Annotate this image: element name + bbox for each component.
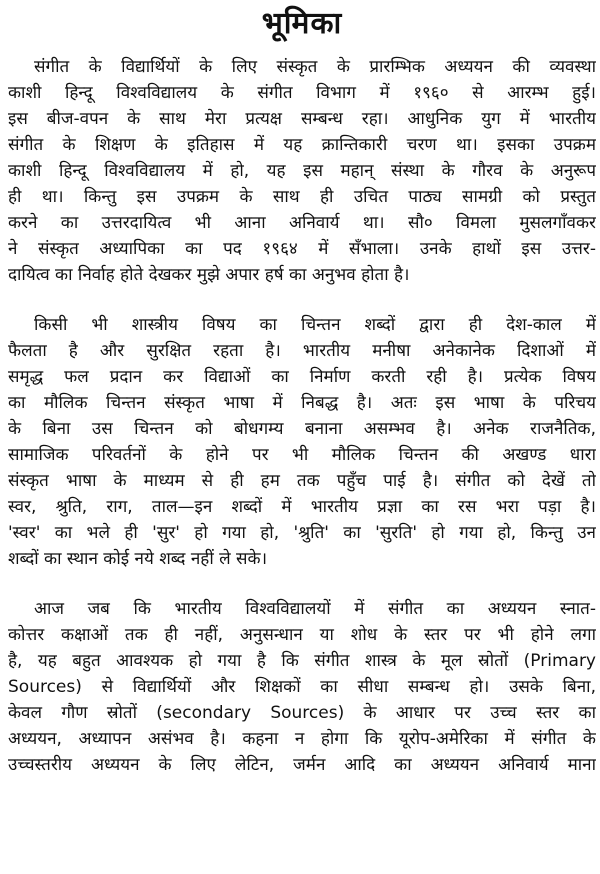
- paragraph-line: दायित्व का निर्वाह होते देखकर मुझे अपार हर्ष का अनुभव होता है।: [8, 265, 410, 285]
- paragraph-line: का मौलिक चिन्तन संस्कृत भाषा में निबद्ध है। अतः इस भाषा के परिचय: [8, 393, 596, 413]
- paragraph-line: है, यह बहुत आवश्यक हो गया है कि संगीत शास्त्र के मूल स्रोतों (Primary: [8, 651, 596, 671]
- paragraph-line: शब्दों का स्थान कोई नये शब्द नहीं ले सके।: [8, 549, 268, 569]
- paragraph-line: स्वर, श्रुति, राग, ताल—इन शब्दों में भारतीय प्रज्ञा का रस भरा पड़ा है।: [8, 497, 596, 517]
- paragraph-line: संगीत के शिक्षण के इतिहास में यह क्रान्तिकारी चरण था। इसका उपक्रम: [8, 135, 596, 155]
- paragraph-line: कोत्तर कक्षाओं तक ही नहीं, अनुसन्धान या शोध के स्तर पर भी होने लगा: [8, 625, 596, 645]
- paragraph-line: काशी हिन्दू विश्वविद्यालय में हो, यह इस महान् संस्था के गौरव के अनुरूप: [8, 161, 596, 181]
- paragraph-1: [8, 54, 596, 288]
- page-title: भूमिका: [261, 6, 343, 41]
- paragraph-line: सामाजिक परिवर्तनों के होने पर भी मौलिक चिन्तन की अखण्ड धारा: [8, 445, 596, 465]
- paragraph-line: केवल गौण स्रोतों (secondary Sources) के आधार पर उच्च स्तर का: [8, 703, 596, 723]
- paragraph-line: आज जब कि भारतीय विश्वविद्यालयों में संगीत का अध्ययन स्नात-: [34, 599, 596, 619]
- paragraph-line: के बिना उस चिन्तन को बोधगम्य बनाना असम्भव है। अनेक राजनैतिक,: [8, 419, 596, 439]
- paragraph-3: [8, 596, 596, 778]
- paragraph-line: अध्ययन, अध्यापन असंभव है। कहना न होगा कि यूरोप-अमेरिका में संगीत के: [8, 729, 596, 749]
- paragraph-line: 'स्वर' का भले ही 'सुर' हो गया हो, 'श्रुति' का 'सुरति' हो गया हो, किन्तु उन: [8, 523, 596, 543]
- paragraph-line: Sources) से विद्यार्थियों और शिक्षकों का सीधा सम्बन्ध हो। उसके बिना,: [8, 677, 596, 697]
- paragraph-line: संगीत के विद्यार्थियों के लिए संस्कृत के प्रारम्भिक अध्ययन की व्यवस्था: [34, 57, 596, 77]
- paragraph-line: करने का उत्तरदायित्व भी आना अनिवार्य था। सौ० विमला मुसलगाँवकर: [8, 213, 596, 233]
- paragraph-line: इस बीज-वपन के साथ मेरा प्रत्यक्ष सम्बन्ध रहा। आधुनिक युग में भारतीय: [8, 109, 596, 129]
- paragraph-line: किसी भी शास्त्रीय विषय का चिन्तन शब्दों द्वारा ही देश-काल में: [34, 315, 596, 335]
- paragraph-line: संस्कृत भाषा के माध्यम से ही हम तक पहुँच पाई है। संगीत को देखें तो: [8, 471, 596, 491]
- paragraph-line: काशी हिन्दू विश्वविद्यालय के संगीत विभाग में १९६० से आरम्भ हुई।: [8, 83, 596, 103]
- paragraph-line: समृद्ध फल प्रदान कर विद्याओं का निर्माण करती रही है। प्रत्येक विषय: [8, 367, 596, 387]
- paragraph-line: उच्चस्तरीय अध्ययन के लिए लेटिन, जर्मन आदि का अध्ययन अनिवार्य माना: [8, 755, 596, 775]
- paragraph-line: फैलता है और सुरक्षित रहता है। भारतीय मनीषा अनेकानेक दिशाओं में: [8, 341, 596, 361]
- paragraph-line: ही था। किन्तु इस उपक्रम के साथ ही उचित पाठ्य सामग्री को प्रस्तुत: [8, 187, 596, 207]
- paragraph-line: ने संस्कृत अध्यापिका का पद १९६४ में सँभाला। उनके हाथों इस उत्तर-: [8, 239, 596, 259]
- paragraph-2: [8, 312, 596, 572]
